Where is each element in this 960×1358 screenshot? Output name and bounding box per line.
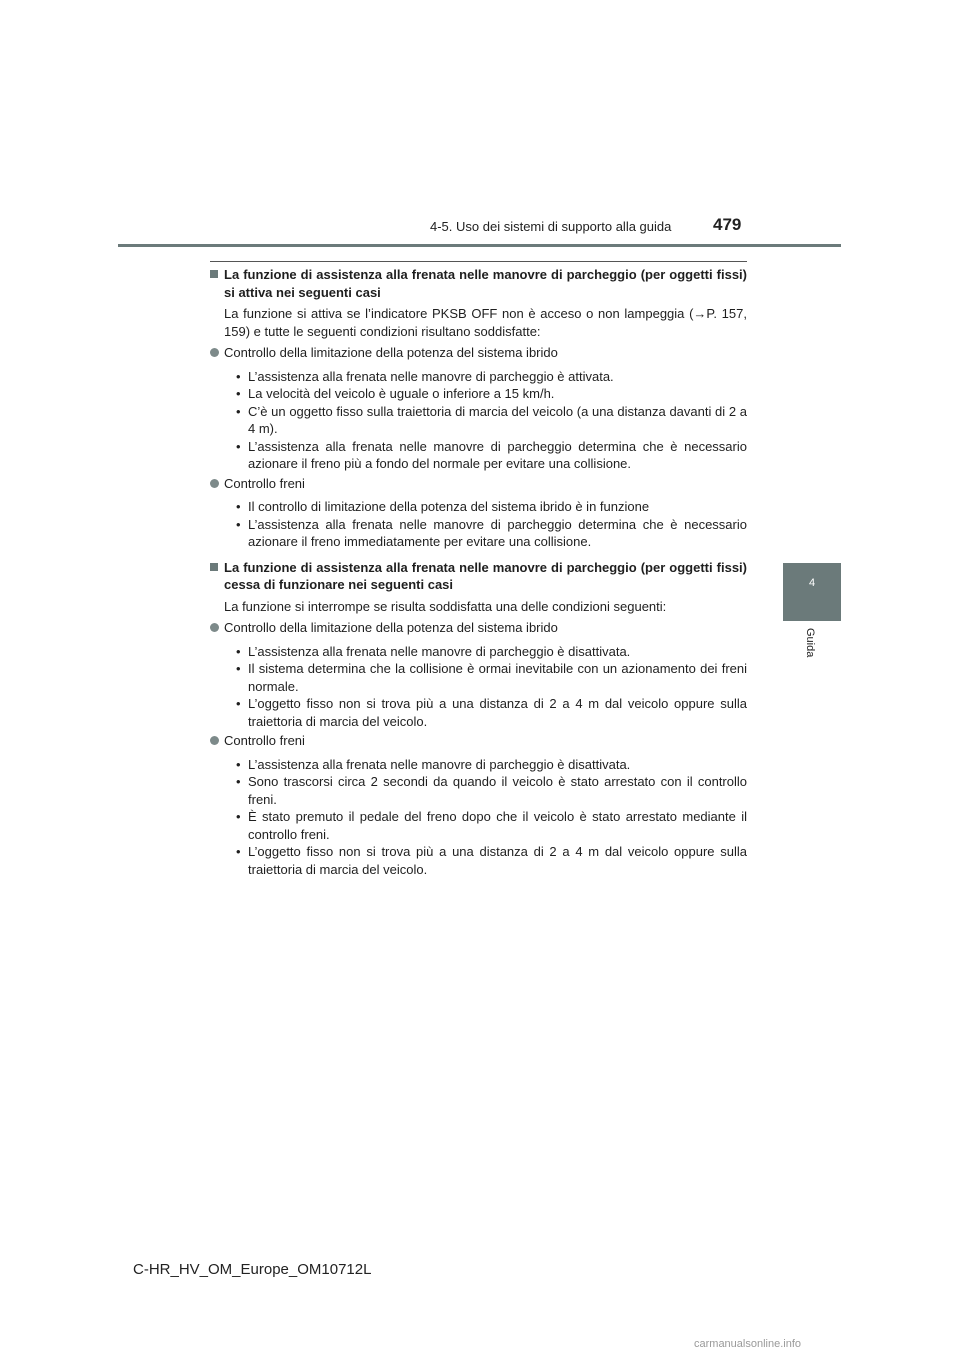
square-bullet-icon [210,563,218,571]
section-intro: La funzione si attiva se l’indicatore PKSB OFF non è acceso o non lampeggia (→P. 157, 159) e tutte le seguenti condizioni risultano soddisfatte: [224,306,747,339]
chapter-number: 4 [808,577,816,589]
circle-bullet-icon [210,623,219,632]
section-heading: La funzione di assistenza alla frenata nelle manovre di parcheggio (per oggetti fissi) cessa di funzionare nei seguenti casi [210,559,747,594]
condition-list [210,368,747,473]
condition-list [210,643,747,731]
watermark: carmanualsonline.info [694,1338,802,1350]
condition-list [210,756,747,879]
condition-group-title: Controllo freni [210,475,747,493]
list-item: • L’assistenza alla frenata nelle manovre di parcheggio è disattivata. [236,643,747,661]
section-intro: La funzione si interrompe se risulta soddisfatta una delle condizioni seguenti: [224,598,667,614]
circle-bullet-icon [210,348,219,357]
condition-list [210,498,747,551]
list-item: • L’assistenza alla frenata nelle manovre di parcheggio è disattivata. [236,756,747,774]
condition-group-title: Controllo della limitazione della potenza del sistema ibrido [210,344,747,362]
list-item: • L’assistenza alla frenata nelle manovre di parcheggio è attivata. [236,368,747,386]
chapter-label-text: Guida [804,628,816,658]
list-item: • Il sistema determina che la collisione è ormai inevitabile con un azionamento dei freni normale. [236,660,747,695]
circle-bullet-icon [210,736,219,745]
list-item: • È stato premuto il pedale del freno dopo che il veicolo è stato arrestato mediante il controllo freni. [236,808,747,843]
header-divider [118,244,841,247]
circle-bullet-icon [210,479,219,488]
list-item: • L’assistenza alla frenata nelle manovre di parcheggio determina che è necessario azionare il freno più a fondo del normale per evitare una collisione. [236,438,747,473]
page-number: 479 [713,215,742,234]
page-content [210,266,747,880]
list-item: • Il controllo di limitazione della potenza del sistema ibrido è in funzione [236,498,747,516]
list-item: • L’oggetto fisso non si trova più a una distanza di 2 a 4 m dal veicolo oppure sulla traiettoria di marcia del veicolo. [236,843,747,878]
square-bullet-icon [210,270,218,278]
chapter-label [803,628,817,668]
list-item: • C’è un oggetto fisso sulla traiettoria di marcia del veicolo (a una distanza davanti di 2 a 4 m). [236,403,747,438]
chapter-tab [783,563,841,621]
section-title: 4-5. Uso dei sistemi di supporto alla guida [430,219,672,234]
list-item: • L’assistenza alla frenata nelle manovre di parcheggio determina che è necessario azionare il freno immediatamente per evitare una collisione. [236,516,747,551]
list-item: • Sono trascorsi circa 2 secondi da quando il veicolo è stato arrestato con il controllo freni. [236,773,747,808]
list-item: • La velocità del veicolo è uguale o inferiore a 15 km/h. [236,385,747,403]
section-heading: La funzione di assistenza alla frenata nelle manovre di parcheggio (per oggetti fissi) si attiva nei seguenti casi [210,266,747,301]
content-divider [210,261,747,262]
list-item: • L’oggetto fisso non si trova più a una distanza di 2 a 4 m dal veicolo oppure sulla traiettoria di marcia del veicolo. [236,695,747,730]
condition-group-title: Controllo della limitazione della potenza del sistema ibrido [210,619,747,637]
condition-group-title: Controllo freni [210,732,747,750]
document-code: C-HR_HV_OM_Europe_OM10712L [133,1261,372,1278]
